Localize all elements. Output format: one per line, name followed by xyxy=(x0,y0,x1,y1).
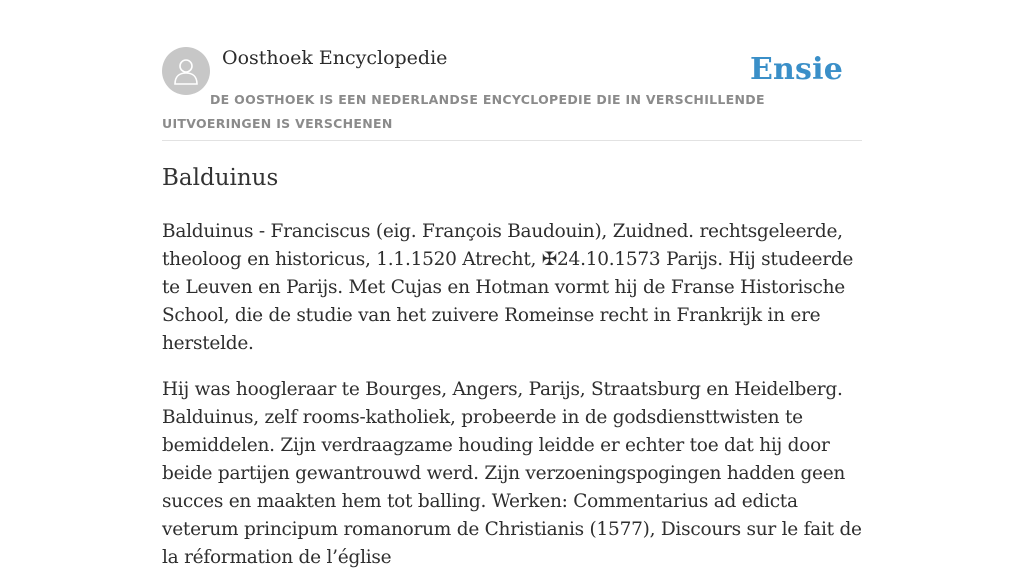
site-name-link[interactable]: Oosthoek Encyclopedie xyxy=(222,47,448,69)
article xyxy=(162,160,870,572)
tagline: DE OOSTHOEK IS EEN NEDERLANDSE ENCYCLOPEDIE DIE IN VERSCHILLENDE UITVOERINGEN IS VERSCHENEN xyxy=(162,92,765,131)
encyclopedia-header xyxy=(162,46,862,141)
article-paragraph-2: Hij was hoogleraar te Bourges, Angers, Parijs, Straatsburg en Heidelberg. Balduinus, zelf rooms-katholiek, probeerde in de godsdiensttwisten te bemiddelen. Zijn verdraagzame houding leidde er echter toe dat hij door beide partijen gewantrouwd werd. Zijn verzoeningspogingen hadden geen succes en maakten hem tot balling. Werken: Commentarius ad edicta veterum principum romanorum de Christianis (1577), Discours sur le fait de la réformation de l’église xyxy=(162,379,862,568)
article-title: Balduinus xyxy=(162,165,279,191)
user-icon xyxy=(171,56,201,86)
brand-logo[interactable]: Ensie xyxy=(749,52,843,87)
article-paragraph-1: Balduinus - Franciscus (eig. François Baudouin), Zuidned. rechtsgeleerde, theoloog en historicus, 1.1.1520 Atrecht, ✠24.10.1573 Parijs. Hij studeerde te Leuven en Parijs. Met Cujas en Hotman vormt hij de Franse Historische School, die de studie van het zuivere Romeinse recht in Frankrijk in ere herstelde. xyxy=(162,221,854,354)
